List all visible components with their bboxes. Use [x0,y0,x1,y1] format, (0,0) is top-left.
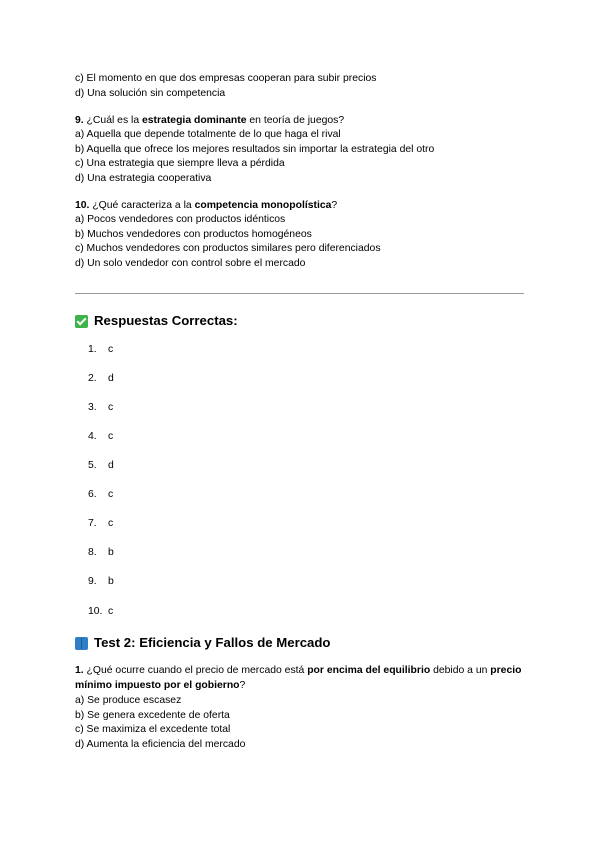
answer-number: 4. [88,431,97,442]
answer-value: b [108,547,114,558]
option-q8-d: d) Una solución sin competencia [75,88,226,99]
answer-item [88,430,113,444]
question-keyword: precio mínimo impuesto por el gobierno [75,665,522,691]
answer-value: d [108,373,114,384]
answer-value: d [108,460,114,471]
check-mark-icon [75,315,88,328]
question-number: 1. [75,665,84,676]
option-q9-b: b) Aquella que ofrece los mejores resultados sin importar la estrategia del otro [75,144,435,155]
answer-number: 5. [88,460,97,471]
option-t2q1-d: d) Aumenta la eficiencia del mercado [75,739,246,750]
question-text: ¿Qué ocurre cuando el precio de mercado está [83,665,308,676]
answers-heading [75,312,238,330]
option-q10-c: c) Muchos vendedores con productos similares pero diferenciados [75,243,381,254]
answer-value: c [108,518,114,529]
question-text: ¿Qué caracteriza a la [89,200,195,211]
answer-item [88,546,114,560]
option-q9-d: d) Una estrategia cooperativa [75,173,212,184]
answer-number: 8. [88,547,97,558]
answer-number: 2. [88,373,97,384]
option-q9-a: a) Aquella que depende totalmente de lo que haga el rival [75,129,341,140]
option-q10-d: d) Un solo vendedor con control sobre el mercado [75,258,306,269]
answer-item [88,605,113,619]
answer-value: c [108,344,114,355]
question-number: 9. [75,115,84,126]
question-keyword: estrategia dominante [142,115,247,126]
question-text: ? [331,200,338,211]
answer-number: 3. [88,402,97,413]
option-t2q1-b: b) Se genera excedente de oferta [75,710,230,721]
blue-book-icon [75,637,88,650]
answer-number: 10. [88,606,103,617]
option-q9-c: c) Una estrategia que siempre lleva a pérdida [75,158,285,169]
answer-value: c [108,489,114,500]
answer-value: c [108,431,114,442]
horizontal-divider [75,293,524,294]
option-q10-a: a) Pocos vendedores con productos idénticos [75,214,286,225]
question-text: debido a un [430,665,491,676]
answer-number: 9. [88,576,97,587]
option-t2q1-c: c) Se maximiza el excedente total [75,724,231,735]
question-text: ¿Cuál es la [83,115,142,126]
answers-heading-text: Respuestas Correctas: [94,313,238,328]
answer-value: b [108,576,114,587]
question-keyword: por encima del equilibrio [307,665,431,676]
question-9 [75,113,535,128]
question-number: 10. [75,200,90,211]
answer-item [88,343,113,357]
question-10 [75,198,535,213]
answer-number: 7. [88,518,97,529]
answer-item [88,459,114,473]
answer-item [88,488,113,502]
question-text: en teoría de juegos? [246,115,345,126]
test2-question-1 [75,663,535,693]
answer-value: c [108,606,114,617]
answer-number: 6. [88,489,97,500]
option-q10-b: b) Muchos vendedores con productos homogéneos [75,229,312,240]
answer-item [88,517,113,531]
question-text: ? [239,680,246,691]
question-keyword: competencia monopolística [194,200,332,211]
test2-heading [75,634,330,652]
answer-item [88,372,114,386]
option-t2q1-a: a) Se produce escasez [75,695,182,706]
answer-item [88,401,113,415]
option-q8-c: c) El momento en que dos empresas cooperan para subir precios [75,73,377,84]
answer-item [88,575,114,589]
test2-heading-text: Test 2: Eficiencia y Fallos de Mercado [94,635,331,650]
answer-number: 1. [88,344,97,355]
answer-value: c [108,402,114,413]
